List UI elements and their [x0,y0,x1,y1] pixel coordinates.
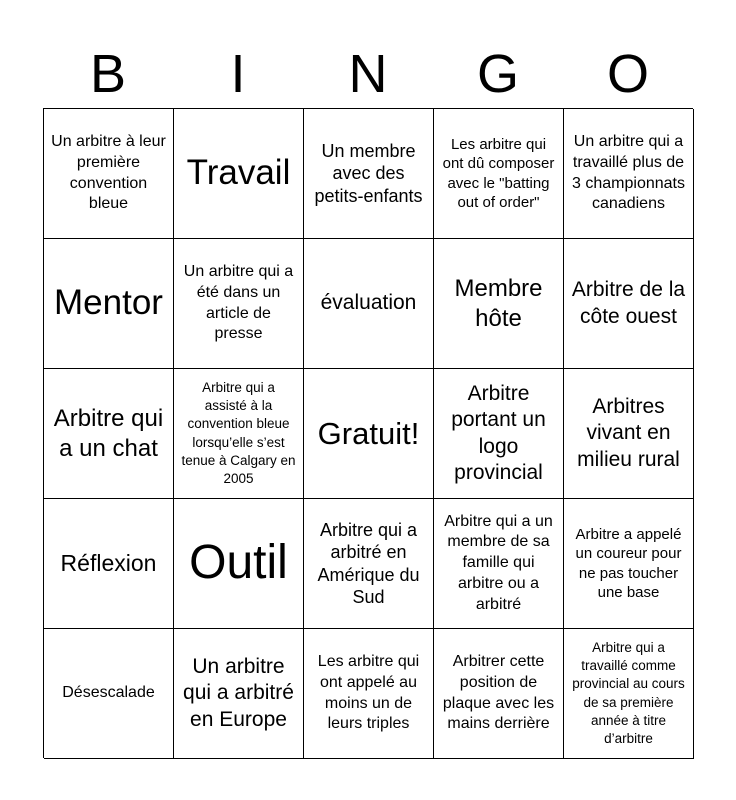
header-letter-g: G [476,44,519,104]
bingo-cell[interactable] [434,499,564,629]
header-letter-b: B [89,44,127,104]
bingo-cell-text: Arbitres vivant en milieu rural [577,395,680,471]
bingo-cell-text: Un arbitre qui a été dans un article de presse [183,262,294,343]
bingo-cell[interactable] [44,369,174,499]
bingo-cell-text: Arbitre qui a arbitré en Amérique du Sud [317,519,420,607]
bingo-cell-text: Désescalade [62,684,155,702]
bingo-cell-text: Arbitre qui a travaillé comme provincial au cours de sa première année à titre d’arbitre [572,639,685,746]
bingo-cell-text: Arbitre qui a un membre de sa famille qui arbitre ou a arbitré [444,512,553,613]
bingo-cell[interactable] [304,499,434,629]
bingo-cell-text: évaluation [320,291,417,315]
bingo-header [43,40,693,108]
bingo-cell-text: Arbitre qui a un chat [53,404,164,462]
bingo-cell[interactable] [44,109,174,239]
bingo-cell[interactable] [174,109,304,239]
bingo-cell-text: Les arbitre qui ont dû composer avec le "batting out of order" [442,135,555,211]
bingo-cell[interactable] [434,369,564,499]
bingo-cell-text: Arbitrer cette position de plaque avec les mains derrière [442,652,555,733]
bingo-cell[interactable] [564,499,694,629]
bingo-cell[interactable] [44,629,174,759]
bingo-cell[interactable] [564,239,694,369]
bingo-cell-text: Mentor [54,283,163,323]
bingo-cell[interactable] [174,499,304,629]
bingo-cell[interactable] [564,369,694,499]
bingo-cell[interactable] [174,369,304,499]
bingo-cell[interactable] [564,109,694,239]
bingo-cell[interactable] [304,239,434,369]
bingo-cell-text: Arbitre qui a assisté à la convention bleue lorsqu’elle s’est tenue à Calgary en 2005 [181,379,296,486]
bingo-cell-text: Travail [186,153,291,193]
bingo-cell[interactable] [304,109,434,239]
bingo-cell-text: Les arbitre qui ont appelé au moins un de leurs triples [317,652,420,733]
bingo-cell[interactable] [174,239,304,369]
bingo-cell-text: Gratuit! [317,415,420,451]
header-letter-i: I [230,44,246,104]
bingo-cell-text: Arbitre portant un logo provincial [451,382,546,484]
bingo-cell[interactable] [304,369,434,499]
bingo-card-grid [43,108,693,758]
bingo-cell[interactable] [564,629,694,759]
bingo-cell[interactable] [434,629,564,759]
bingo-cell-text: Un arbitre qui a arbitré en Europe [183,655,294,731]
bingo-cell[interactable] [434,239,564,369]
bingo-cell[interactable] [44,239,174,369]
bingo-cell-text: Outil [189,536,288,590]
bingo-cell-text: Un arbitre à leur première convention bleue [51,132,166,213]
bingo-cell[interactable] [434,109,564,239]
bingo-cell-text: Un arbitre qui a travaillé plus de 3 championnats canadiens [572,132,685,213]
bingo-cell[interactable] [44,499,174,629]
bingo-cell[interactable] [304,629,434,759]
bingo-cell[interactable] [174,629,304,759]
bingo-cell-text: Membre hôte [454,274,543,332]
header-letter-o: O [606,44,649,104]
bingo-cell-text: Arbitre a appelé un coureur pour ne pas toucher une base [575,525,682,601]
header-letter-n: N [348,44,388,104]
bingo-cell-text: Arbitre de la côte ouest [571,278,686,328]
bingo-cell-text: Réflexion [60,550,157,577]
bingo-cell-text: Un membre avec des petits-enfants [314,140,423,206]
